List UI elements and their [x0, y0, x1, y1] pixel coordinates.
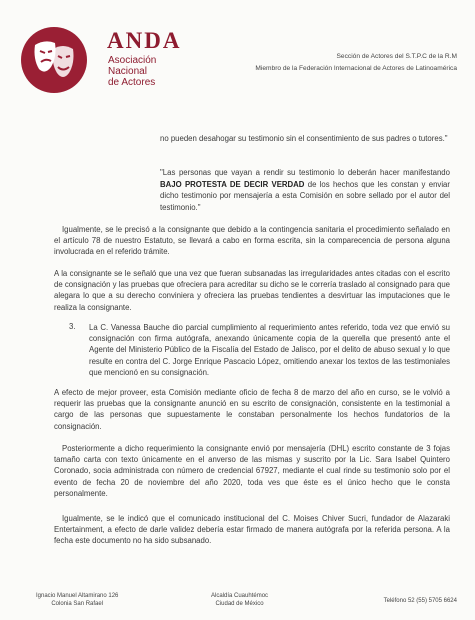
item-number: 3.: [69, 322, 76, 331]
city-line: Alcaldía Cuauhtémoc: [211, 593, 269, 599]
org-name-line: Asociación: [108, 55, 157, 66]
city-line: Ciudad de México: [215, 601, 264, 607]
quote-text: de los hechos que les constan y enviar dicho testimonio por mensajería a esta Comisión en sobre sellado por el autor del testimonio.": [160, 179, 450, 212]
paragraph-requirement: A efecto de mejor proveer, esta Comisión mediante oficio de fecha 8 de marzo del año en curso, se le volvió a requerir las pruebas que la consignante anunció en su escrito de consignación, consistente en la testimonial a cargo de las personas que supuestamente le constaban personalmente los hechos fundatorios de la consignación.: [54, 388, 450, 431]
address-line: Colonia San Rafael: [51, 601, 104, 607]
footer-address: [36, 592, 118, 608]
org-name-line: Nacional: [108, 66, 147, 77]
theatre-masks-icon: [21, 27, 87, 93]
paragraph-irregularities: A la consignante se le señaló que una vez que fueran subsanadas las irregularidades antes citadas con el escrito de consignación y las pruebas que ofreciera para acreditar su dicho se le correría traslado al consignado para que alegara lo que a su derecho conviniera y ofreciera las pruebas tendientes a desvirtuar las imputaciones que le realiza la consignante.: [54, 269, 450, 312]
footer-city: [211, 592, 268, 608]
quote-text: "Las personas que vayan a rendir su testimonio lo deberán hacer manifestando: [160, 168, 450, 177]
footer-phone: Teléfono 52 (55) 5705 6624: [383, 598, 457, 604]
section-line: Sección de Actores del S.T.P.C de la R.M: [336, 53, 457, 60]
quote-parents-consent: no pueden desahogar su testimonio sin el consentimiento de sus padres o tutores.": [160, 134, 448, 143]
paragraph-procedure: Igualmente, se le precisó a la consignante que debido a la contingencia sanitaria el procedimiento señalado en el artículo 78 de nuestro Estatuto, se llevará a cabo en forma escrita, sin la comparecencia de persona alguna involucrada en el referido trámite.: [54, 225, 450, 257]
paragraph-communique: Igualmente, se le indicó que el comunicado institucional del C. Moises Chiver Sucri, fundador de Alazaraki Entertainment, a efecto de darle validez debería estar firmado de manera autógrafa por la referida persona. A la fecha este documento no ha sido subsanado.: [54, 514, 450, 546]
item-text: La C. Vanessa Bauche dio parcial cumplimiento al requerimiento antes referido, toda vez que envió su consignación con firma autógrafa, anexando únicamente copia de la querella que presentó ante el Agente del Ministerio Público de la Fiscalía del Estado de Jalisco, por el delito de abuso sexual y lo que resulte en contra del C. Jorge Enrique Pascacio López, omitiendo anexar los textos de las testimoniales que mencionó en su consignación.: [89, 323, 450, 377]
anda-logo: [21, 27, 87, 93]
quote-testimony-instructions: [160, 167, 450, 213]
quote-emphasis: BAJO PROTESTA DE DECIR VERDAD: [160, 179, 305, 189]
paragraph-dhl-testimony: Posteriormente a dicho requerimiento la consignante envió por mensajería (DHL) escrito constante de 3 fojas tamaño carta con texto únicamente en el anverso de las mismas y suscrito por la Lic. Sara Isabel Quintero Coronado, socia administrada con número de credencial 67927, mediante el cual rinde su testimonio solo por el evento de fecha 20 de noviembre del año 2020, toda ves que éste es el único hecho que le consta personalmente.: [54, 444, 450, 498]
address-line: Ignacio Manuel Altamirano 126: [36, 593, 119, 599]
org-full-name: [108, 55, 156, 88]
org-acronym: ANDA: [107, 28, 182, 53]
org-name-line: de Actores: [108, 77, 156, 88]
header-affiliation: [255, 51, 457, 75]
federation-line: Miembro de la Federación Internacional de Actores de Latinoamérica: [255, 65, 457, 72]
